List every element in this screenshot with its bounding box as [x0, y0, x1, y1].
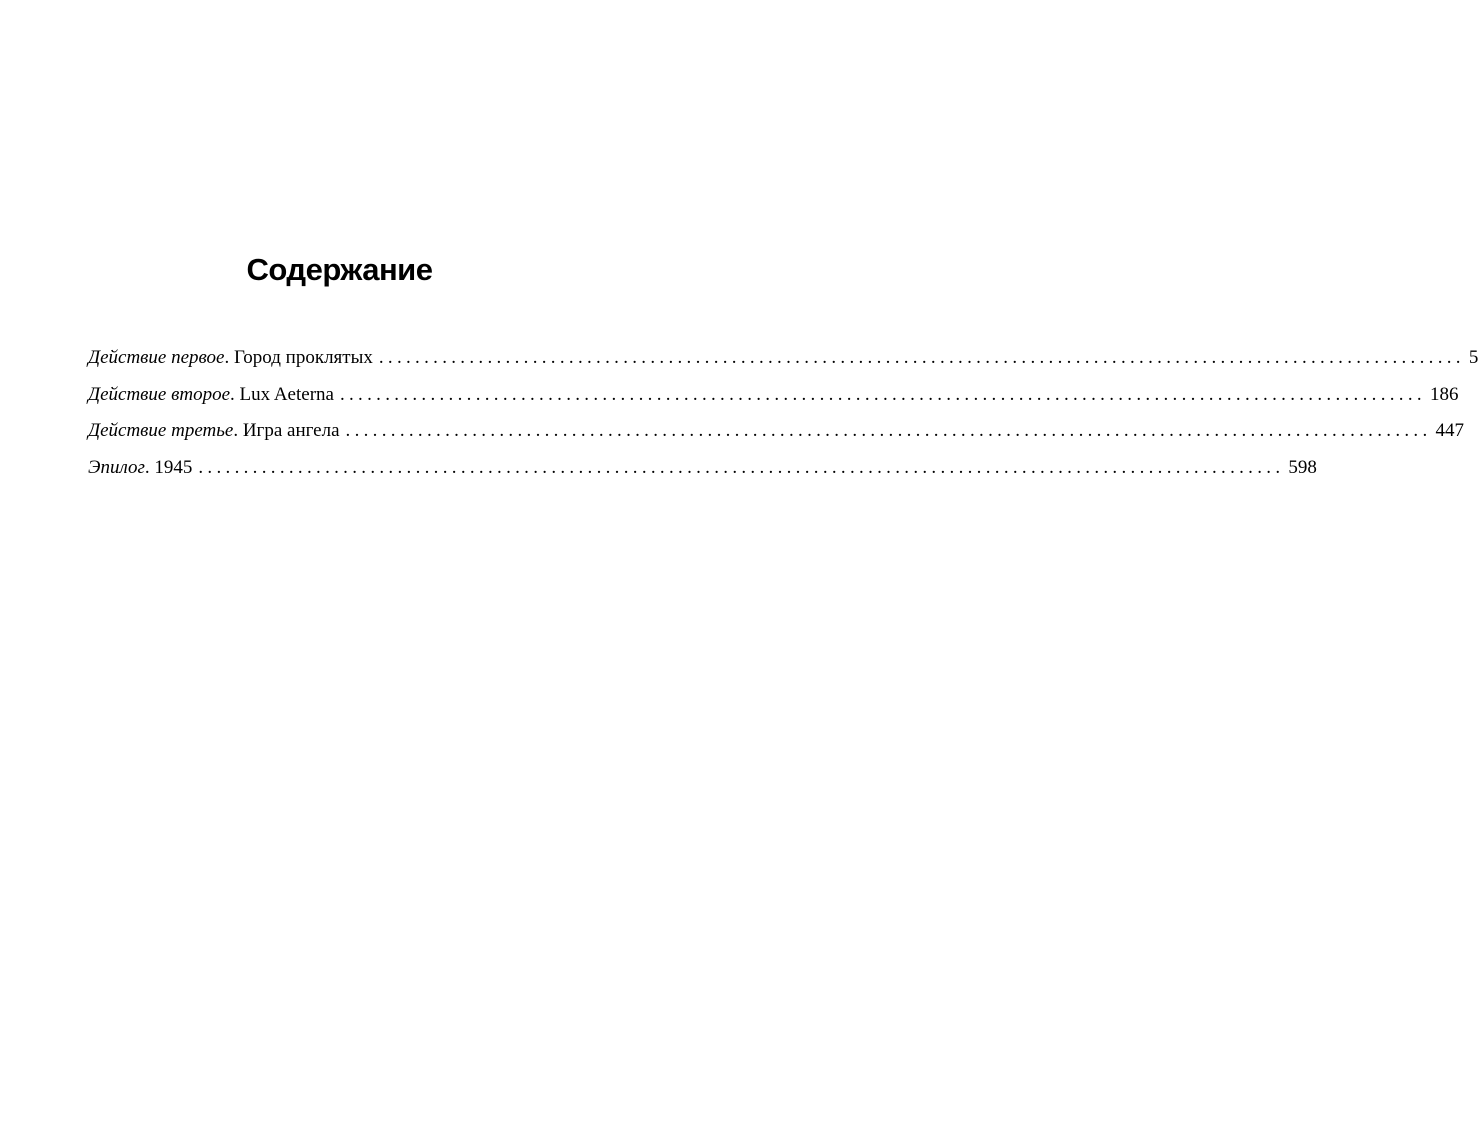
toc-list [88, 340, 1478, 486]
toc-entry-title: 1945 [149, 456, 193, 478]
toc-dot-leader: ........................................................................................................................ [345, 420, 1432, 441]
toc-dot-leader: ........................................................................................................................ [378, 347, 1465, 368]
toc-dot-leader: ........................................................................................................................ [198, 456, 1285, 478]
toc-entry-part: Действие первое [88, 347, 225, 368]
toc-entry-page-number: 447 [1435, 420, 1465, 441]
toc-entry-title: Игра ангела [238, 420, 340, 441]
toc-entry-label [88, 450, 192, 486]
toc-entry-separator: . [144, 456, 150, 478]
toc-entry-label [88, 413, 340, 449]
toc-heading: Содержание [246, 252, 433, 287]
toc-entry-page-number: 186 [1429, 383, 1459, 405]
toc-entry-separator: . [233, 420, 239, 441]
toc-entry-title: Город проклятых [229, 347, 373, 368]
toc-entry-part: Действие второе [88, 383, 231, 405]
toc-entry-separator: . [224, 347, 230, 368]
toc-entry-part: Действие третье [88, 420, 234, 441]
toc-entry-page-number: 598 [1288, 456, 1317, 478]
toc-entry [88, 377, 1459, 414]
toc-entry-part: Эпилог [88, 456, 145, 478]
toc-entry-page-number: 5 [1468, 347, 1478, 368]
toc-entry [88, 450, 1317, 487]
toc-entry-title: Lux Aeterna [234, 383, 334, 405]
toc-entry [88, 340, 1478, 377]
toc-dot-leader: ........................................................................................................................ [339, 383, 1426, 405]
toc-entry-label [88, 377, 334, 413]
toc-entry-separator: . [230, 383, 235, 405]
toc-entry [88, 413, 1465, 450]
toc-entry-label [88, 340, 373, 376]
